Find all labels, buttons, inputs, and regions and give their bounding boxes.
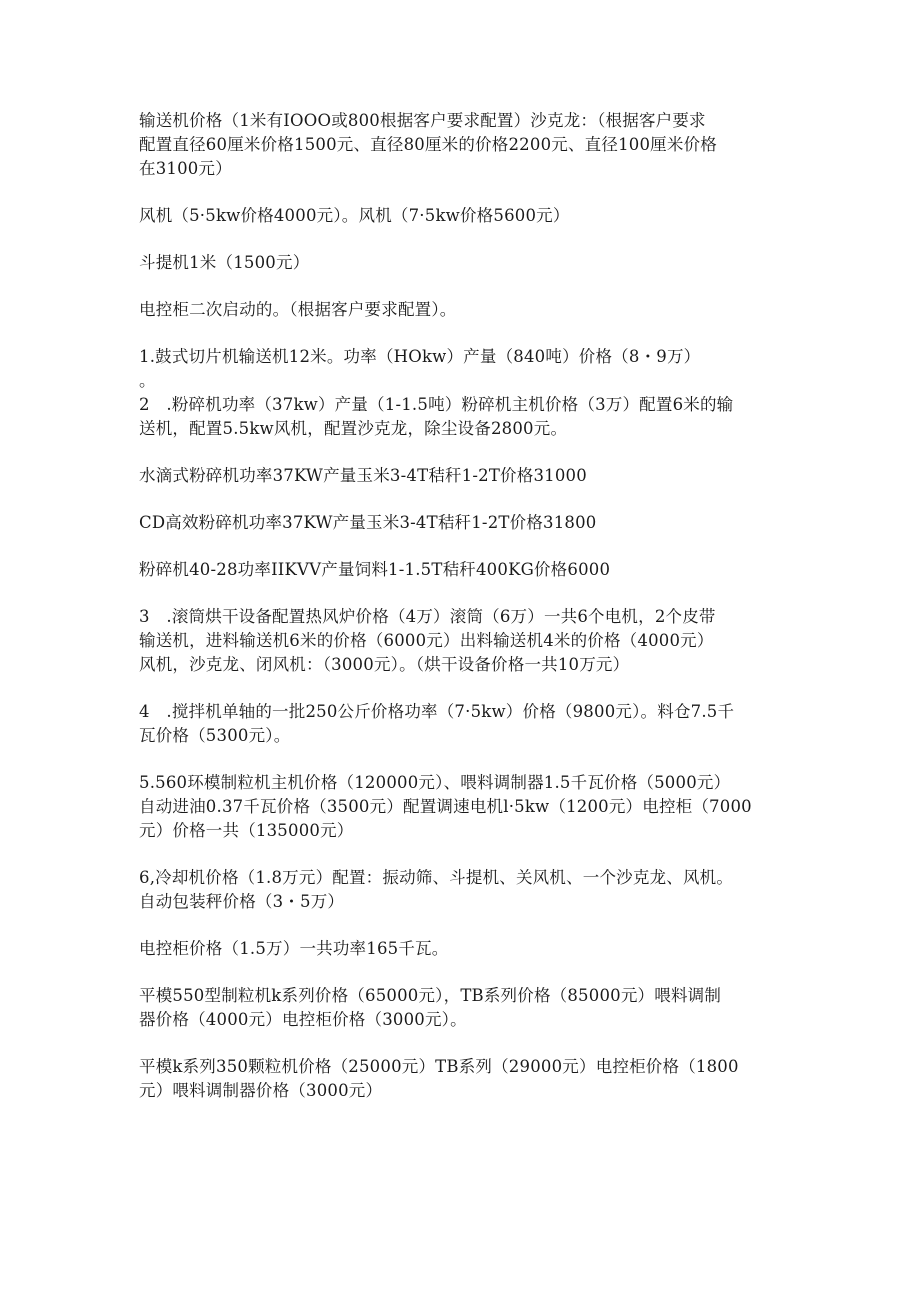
paragraph-flat-die-550: 平模550型制粒机k系列价格（65000元），TB系列价格（85000元）喂料调制 器价格（4000元）电控柜价格（3000元）。 <box>139 986 722 1029</box>
paragraph-flat-die-350: 平模k系列350颗粒机价格（25000元）TB系列（29000元）电控柜价格（1800 元）喂料调制器价格（3000元） <box>139 1057 739 1100</box>
paragraph-conveyor-price: 输送机价格（1米有IOOO或800根据客户要求配置）沙克龙：（根据客户要求 配置直径60厘米价格1500元、直径80厘米的价格2200元、直径100厘米价格 在3100元） <box>139 111 717 178</box>
paragraph-bucket-elevator: 斗提机1米（1500元） <box>139 253 310 272</box>
paragraph-item-2-crusher: 2 .粉碎机功率（37kw）产量（1-1.5吨）粉碎机主机价格（3万）配置6米的输 送机，配置5.5kw风机，配置沙克龙，除尘设备2800元。 <box>139 395 734 438</box>
paragraph-item-4-mixer: 4 .搅拌机单轴的一批250公斤价格功率（7·5kw）价格（9800元）。料仓7.5千 瓦价格（5300元）。 <box>139 702 735 745</box>
paragraph-item-5-ring-die-pelletizer: 5.560环模制粒机主机价格（120000元）、喂料调制器1.5千瓦价格（5000元） 自动进油0.37千瓦价格（3500元）配置调速电机l·5kw（1200元）电控柜（7000 元）价格一共（135000元） <box>139 773 752 840</box>
paragraph-item-3-drum-dryer: 3 .滚筒烘干设备配置热风炉价格（4万）滚筒（6万）一共6个电机，2个皮带 输送机，进料输送机6米的价格（6000元）出料输送机4米的价格（4000元） 风机，沙克龙、闭风机：（3000元）。（烘干设备价格一共10万元） <box>139 607 716 674</box>
paragraph-control-cabinet: 电控柜二次启动的。（根据客户要求配置）。 <box>139 300 457 319</box>
paragraph-crusher-40-28: 粉碎机40-28功率IIKVV产量饲料1-1.5T秸秆400KG价格6000 <box>139 560 611 579</box>
paragraph-cd-crusher: CD高效粉碎机功率37KW产量玉米3-4T秸秆1-2T价格31800 <box>139 513 597 532</box>
paragraph-item-6-cooler: 6,冷却机价格（1.8万元）配置：振动筛、斗提机、关风机、一个沙克龙、风机。 自动包装秤价格（3・5万） <box>139 868 734 911</box>
document-body <box>139 109 799 1103</box>
paragraph-control-cabinet-total: 电控柜价格（1.5万）一共功率165千瓦。 <box>139 939 449 958</box>
paragraph-fan-price: 风机（5·5kw价格4000元）。风机（7·5kw价格5600元） <box>139 206 570 225</box>
paragraph-item-1-drum-chipper: 1.鼓式切片机输送机12米。功率（HOkw）产量（840吨）价格（8・9万） 。 <box>139 347 701 390</box>
paragraph-water-drop-crusher: 水滴式粉碎机功率37KW产量玉米3-4T秸秆1-2T价格31000 <box>139 466 587 485</box>
